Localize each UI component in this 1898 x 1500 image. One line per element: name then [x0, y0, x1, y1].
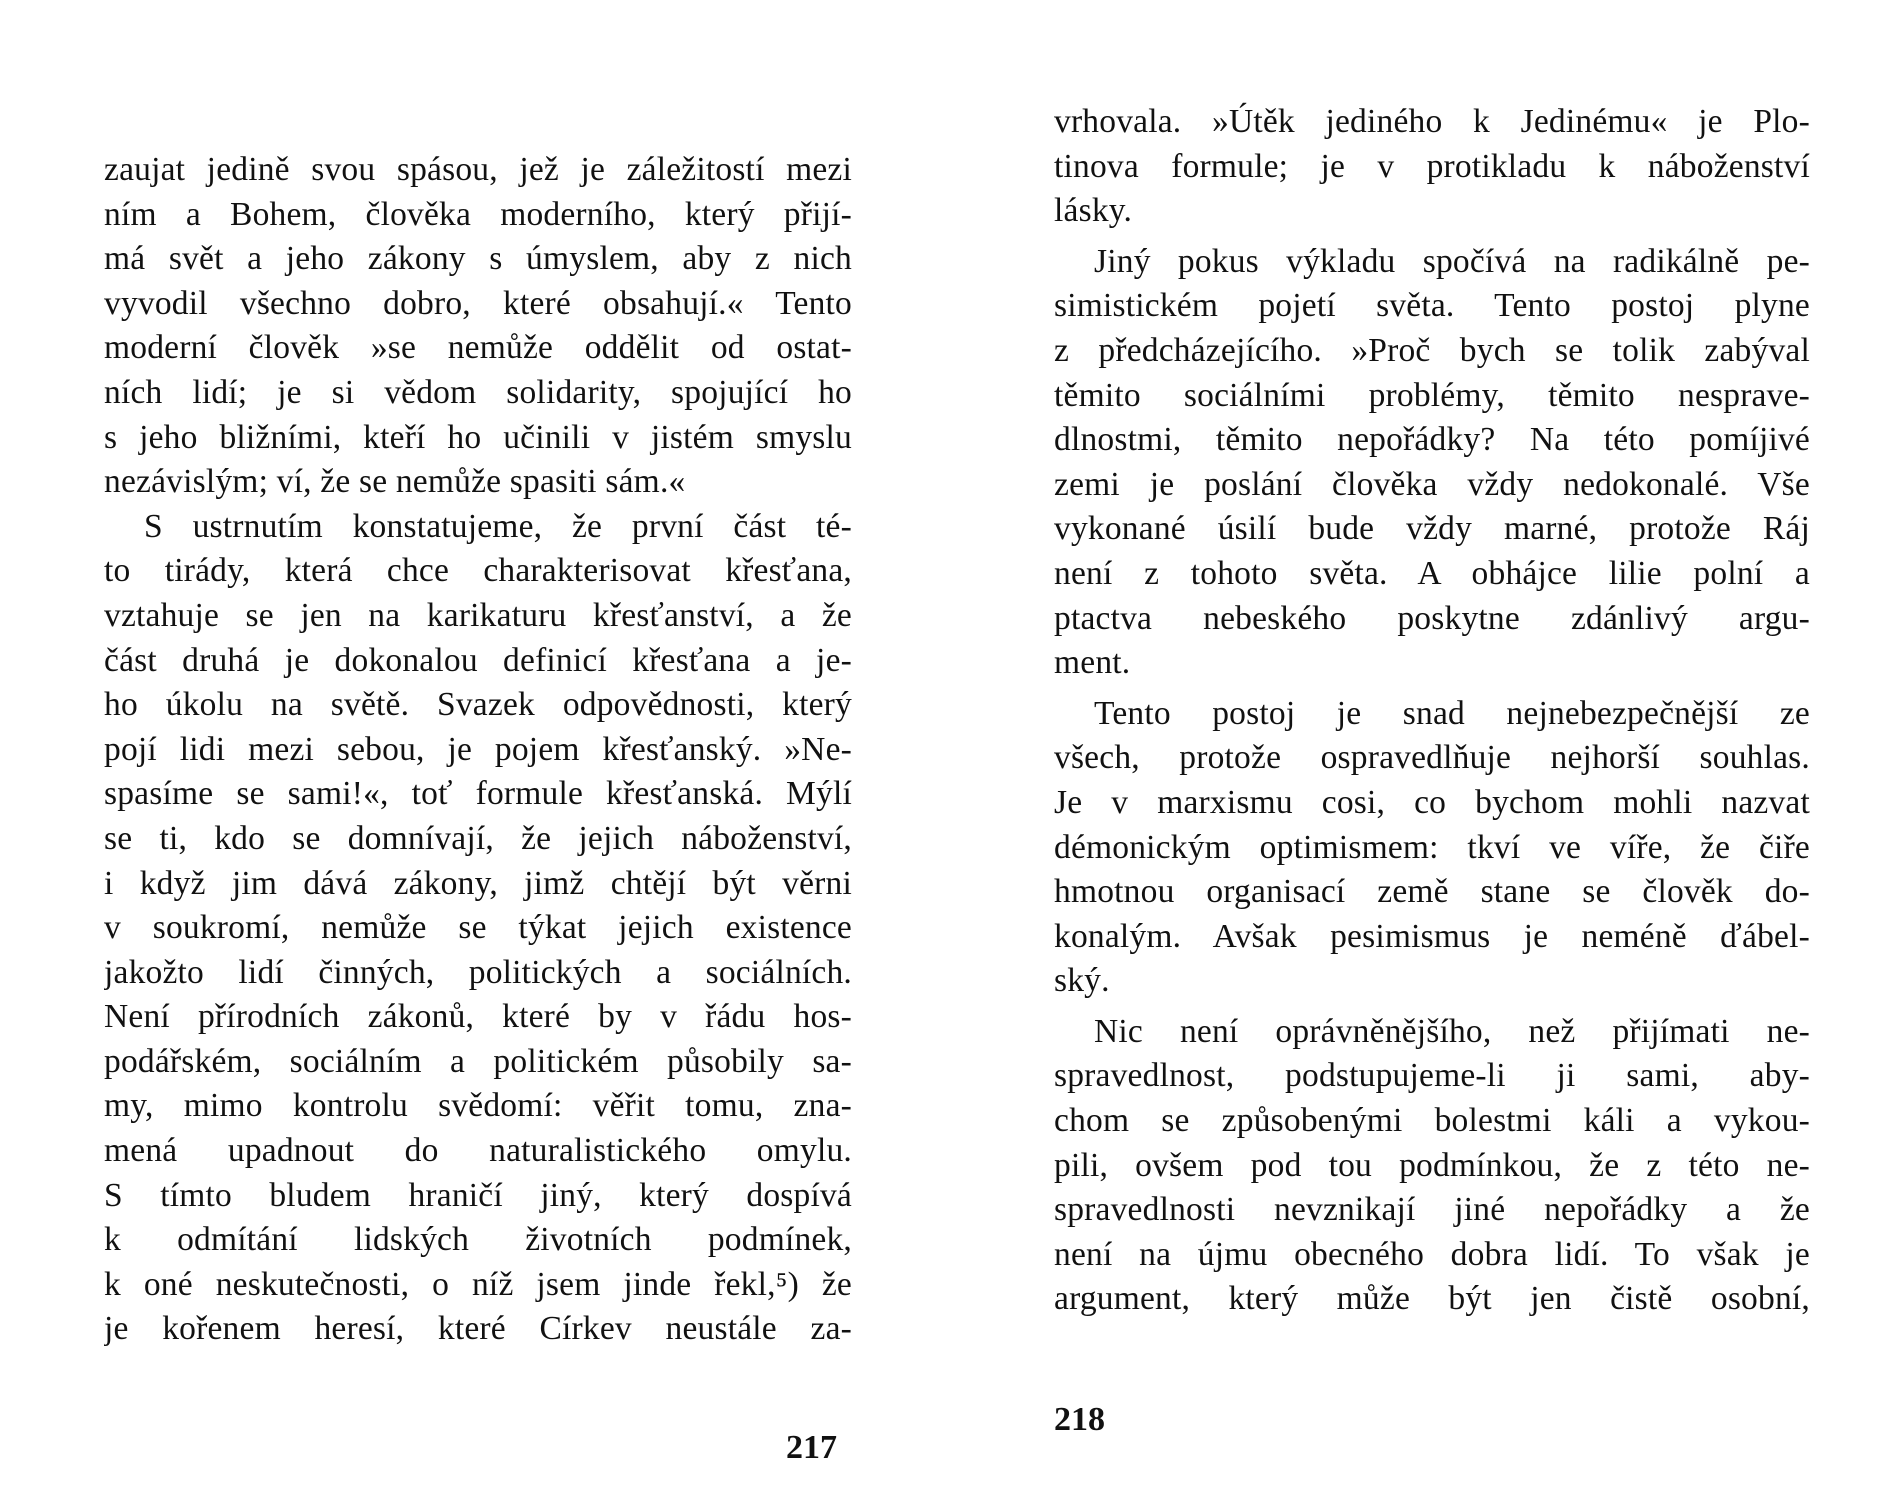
text-line: nezávislým; ví, že se nemůže spasiti sám.« — [104, 463, 686, 501]
text-line: pili, ovšem pod tou podmínkou, že z této ne- — [1054, 1146, 1810, 1184]
text-line: ních lidí; je si vědom solidarity, spojující ho — [104, 373, 852, 411]
text-line: všech, protože ospravedlňuje nejhorší souhlas. — [1054, 739, 1810, 777]
text-line: chom se způsobenými bolestmi káli a vykou- — [1054, 1102, 1810, 1140]
text-line: k oné neskutečnosti, o níž jsem jinde řekl,⁵) že — [104, 1265, 852, 1303]
text-line: je kořenem heresí, které Církev neustále za- — [104, 1310, 852, 1348]
text-line: Není přírodních zákonů, které by v řádu hos- — [104, 998, 852, 1036]
text-line: dlnostmi, těmito nepořádky? Na této pomíjivé — [1054, 421, 1810, 459]
text-line: my, mimo kontrolu svědomí: věřit tomu, zna- — [104, 1087, 852, 1125]
text-line: konalým. Avšak pesimismus je neméně ďábel- — [1054, 917, 1810, 955]
text-line: ment. — [1054, 644, 1131, 682]
text-line: z předcházejícího. »Proč bych se tolik zabýval — [1054, 331, 1810, 369]
text-line: Nic není oprávněnějšího, než přijímati ne- — [1094, 1012, 1810, 1050]
text-line: to tirády, která chce charakterisovat křesťana, — [104, 552, 852, 590]
text-line: k odmítání lidských životních podmínek, — [104, 1221, 852, 1259]
text-line: moderní člověk »se nemůže oddělit od ostat- — [104, 329, 852, 367]
text-line: hmotnou organisací země stane se člověk do- — [1054, 873, 1810, 911]
text-line: vrhovala. »Útěk jediného k Jedinému« je Plo- — [1054, 103, 1810, 140]
text-line: ho úkolu na světě. Svazek odpovědnosti, který — [104, 686, 852, 724]
text-line: S tímto bludem hraničí jiný, který dospívá — [104, 1176, 852, 1214]
text-line: vztahuje se jen na karikaturu křesťanství, a že — [104, 596, 852, 634]
text-line: není na újmu obecného dobra lidí. To však je — [1054, 1235, 1810, 1273]
text-line: démonickým optimismem: tkví ve víře, že čiře — [1054, 828, 1810, 866]
text-line: tinova formule; je v protikladu k náboženství — [1054, 147, 1810, 185]
text-line: část druhá je dokonalou definicí křesťana a je- — [104, 641, 852, 679]
paragraph — [1054, 240, 1810, 686]
paragraph — [1054, 1010, 1810, 1322]
text-line: spravedlnosti nevznikají jiné nepořádky a že — [1054, 1191, 1810, 1229]
left-page — [104, 148, 852, 1352]
right-page — [1054, 100, 1810, 1322]
text-line: vykonané úsilí bude vždy marné, protože Ráj — [1054, 510, 1810, 548]
text-line: s jeho bližními, kteří ho učinili v jistém smyslu — [104, 418, 852, 456]
paragraph — [104, 505, 852, 1352]
text-line: i když jim dává zákony, jimž chtějí být věrni — [104, 864, 852, 902]
text-line: těmito sociálními problémy, těmito nesprave- — [1054, 376, 1810, 414]
text-line: mená upadnout do naturalistického omylu. — [104, 1132, 852, 1170]
text-line: jakožto lidí činných, politických a sociálních. — [104, 953, 852, 991]
text-line: zaujat jedině svou spásou, jež je záležitostí mezi — [104, 151, 852, 188]
text-line: ptactva nebeského poskytne zdánlivý argu- — [1054, 599, 1810, 637]
text-line: ský. — [1054, 962, 1110, 1000]
text-line: pojí lidi mezi sebou, je pojem křesťanský. »Ne- — [104, 730, 852, 768]
text-line: v soukromí, nemůže se týkat jejich existence — [104, 909, 852, 947]
text-line: zemi je poslání člověka vždy nedokonalé. Vše — [1054, 465, 1810, 503]
text-line: vyvodil všechno dobro, které obsahují.« Tento — [104, 284, 852, 322]
text-line: lásky. — [1054, 192, 1133, 230]
text-line: spasíme se sami!«, toť formule křesťanská. Mýlí — [104, 775, 852, 813]
text-line: argument, který může být jen čistě osobní, — [1054, 1280, 1810, 1318]
text-line: ním a Bohem, člověka moderního, který přijí- — [104, 195, 852, 233]
text-line: se ti, kdo se domnívají, že jejich náboženství, — [104, 819, 852, 857]
text-line: simistickém pojetí světa. Tento postoj plyne — [1054, 287, 1810, 325]
page-number: 217 — [786, 1429, 837, 1466]
paragraph — [1054, 692, 1810, 1004]
text-line: Jiný pokus výkladu spočívá na radikálně pe- — [1094, 242, 1810, 280]
text-line: S ustrnutím konstatujeme, že první část té- — [144, 507, 852, 545]
paragraph — [1054, 100, 1810, 234]
paragraph — [104, 148, 852, 505]
text-line: spravedlnost, podstupujeme-li ji sami, aby- — [1054, 1057, 1810, 1095]
text-line: má svět a jeho zákony s úmyslem, aby z nich — [104, 240, 852, 278]
text-line: Je v marxismu cosi, co bychom mohli nazvat — [1054, 783, 1810, 821]
text-line: Tento postoj je snad nejnebezpečnější ze — [1094, 694, 1810, 732]
page-number: 218 — [1054, 1401, 1105, 1438]
text-line: není z tohoto světa. A obhájce lilie polní a — [1054, 554, 1810, 592]
text-line: podářském, sociálním a politickém působily sa- — [104, 1042, 852, 1080]
